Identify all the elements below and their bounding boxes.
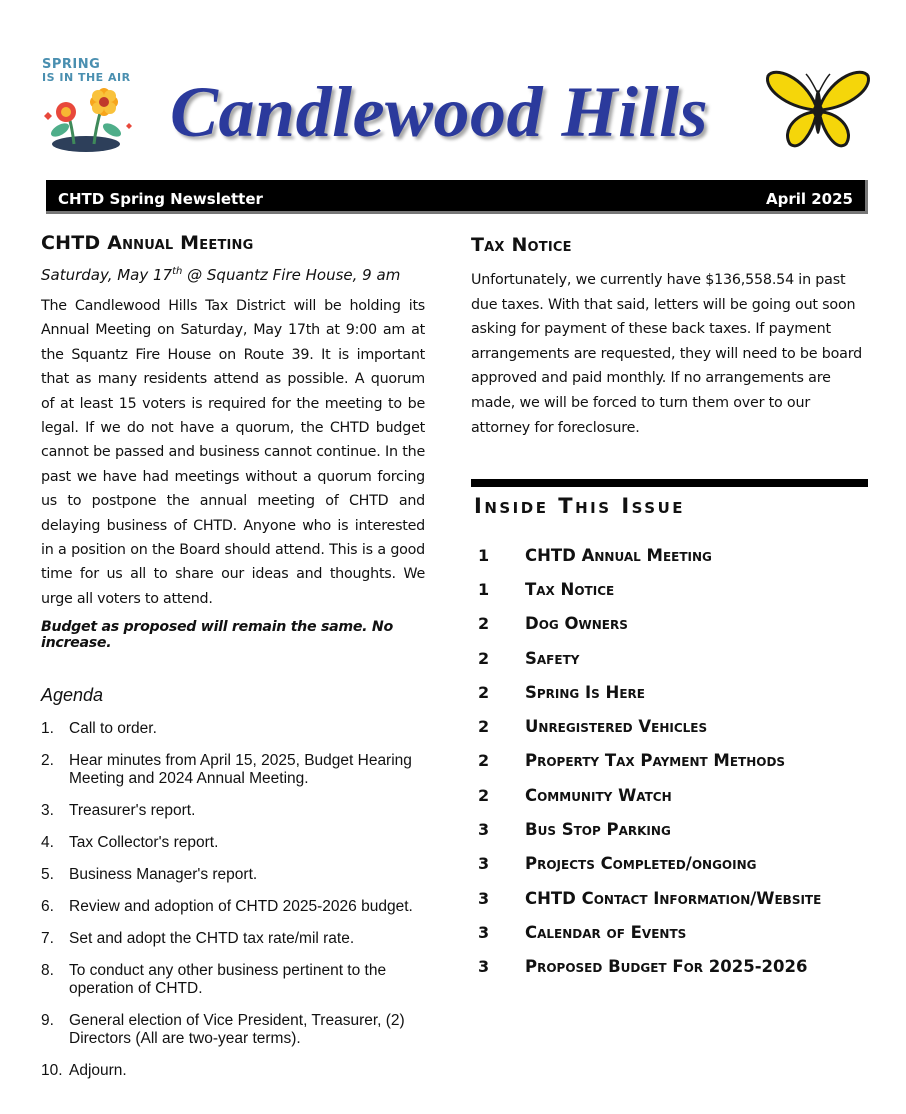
agenda-item bbox=[41, 866, 425, 884]
agenda-item-text: General election of Vice President, Treasurer, (2) Directors (All are two-year terms). bbox=[69, 1012, 405, 1048]
tax-notice-title: Tax Notice bbox=[471, 234, 572, 256]
agenda-item bbox=[41, 752, 425, 788]
agenda-list bbox=[41, 720, 425, 1080]
agenda-item-text: Tax Collector's report. bbox=[69, 834, 219, 852]
toc-item bbox=[478, 881, 868, 915]
agenda-item bbox=[41, 720, 425, 738]
table-of-contents bbox=[478, 538, 868, 984]
budget-note: Budget as proposed will remain the same. No increase. bbox=[41, 619, 393, 652]
right-column bbox=[471, 234, 868, 440]
agenda-item bbox=[41, 834, 425, 852]
toc-page-number: 3 bbox=[478, 957, 490, 977]
toc-page-number: 1 bbox=[478, 545, 490, 565]
toc-title: Projects Completed/ongoing bbox=[525, 854, 757, 874]
agenda-item-text: Set and adopt the CHTD tax rate/mil rate. bbox=[69, 930, 355, 948]
toc-item bbox=[478, 812, 868, 846]
agenda-item-text: Hear minutes from April 15, 2025, Budget Hearing Meeting and 2024 Annual Meeting. bbox=[69, 752, 412, 788]
toc-title: CHTD Contact Information/Website bbox=[525, 888, 822, 908]
toc-title: Unregistered Vehicles bbox=[525, 717, 708, 737]
annual-meeting-subhead bbox=[41, 266, 425, 284]
agenda-item-number: 4. bbox=[41, 834, 54, 852]
annual-meeting-title: CHTD Annual Meeting bbox=[41, 232, 254, 254]
toc-item bbox=[478, 572, 868, 606]
agenda-item bbox=[41, 802, 425, 820]
toc-page-number: 2 bbox=[478, 717, 490, 737]
agenda-item bbox=[41, 1062, 425, 1080]
agenda-item bbox=[41, 930, 425, 948]
toc-page-number: 3 bbox=[478, 888, 490, 908]
annual-meeting-body: The Candlewood Hills Tax District will be holding its Annual Meeting on Saturday, May 17th at 9:00 am at the Squantz Fire House on Route 39. It is important that as many residents attend as possible. A quorum of at least 15 voters is required for the meeting to be legal. If we do not have a quorum, the CHTD budget cannot be passed and business cannot continue. In the past we have had meetings without a quorum forcing us to postpone the annual meeting of CHTD and delaying business of CHTD. Anyone who is interested in a position on the Board should attend. This is a good time for us all to share our ideas and thoughts. We urge all voters to attend. bbox=[41, 298, 425, 607]
butterfly-icon bbox=[764, 66, 872, 152]
agenda-item-number: 2. bbox=[41, 752, 54, 770]
toc-page-number: 2 bbox=[478, 785, 490, 805]
agenda-item-number: 1. bbox=[41, 720, 54, 738]
agenda-item bbox=[41, 1012, 425, 1048]
agenda-item-text: Call to order. bbox=[69, 720, 157, 738]
left-column bbox=[41, 232, 425, 1094]
subhead-ordinal: th bbox=[172, 266, 183, 277]
toc-page-number: 2 bbox=[478, 648, 490, 668]
toc-title: Bus Stop Parking bbox=[525, 820, 671, 840]
agenda-item-number: 9. bbox=[41, 1012, 54, 1030]
agenda-item-text: Treasurer's report. bbox=[69, 802, 196, 820]
banner-date: April 2025 bbox=[766, 190, 853, 208]
agenda-item-number: 3. bbox=[41, 802, 54, 820]
toc-item bbox=[478, 778, 868, 812]
agenda-item-text: Review and adoption of CHTD 2025-2026 budget. bbox=[69, 898, 413, 916]
flower-icon bbox=[34, 56, 138, 156]
toc-page-number: 3 bbox=[478, 820, 490, 840]
agenda-item-number: 5. bbox=[41, 866, 54, 884]
toc-item bbox=[478, 538, 868, 572]
agenda-item-text: To conduct any other business pertinent to the operation of CHTD. bbox=[69, 962, 387, 998]
toc-title: Calendar of Events bbox=[525, 922, 687, 942]
section-divider bbox=[471, 479, 868, 487]
toc-item bbox=[478, 641, 868, 675]
toc-page-number: 2 bbox=[478, 682, 490, 702]
masthead bbox=[0, 0, 906, 178]
toc-title: CHTD Annual Meeting bbox=[525, 545, 712, 565]
toc-item bbox=[478, 607, 868, 641]
toc-page-number: 3 bbox=[478, 922, 490, 942]
agenda-item-number: 8. bbox=[41, 962, 54, 980]
toc-title: Community Watch bbox=[525, 785, 672, 805]
agenda-item bbox=[41, 898, 425, 916]
agenda-item bbox=[41, 962, 425, 998]
tax-notice-body: Unfortunately, we currently have $136,558.54 in past due taxes. With that said, letters will be going out soon asking for payment of these back taxes. If payment arrangements are requested, they will need to be board approved and paid monthly. If no arrangements are made, we will be forced to turn them over to our attorney for foreclosure. bbox=[471, 272, 863, 436]
toc-item bbox=[478, 709, 868, 743]
agenda-item-text: Adjourn. bbox=[69, 1062, 127, 1080]
toc-title: Spring Is Here bbox=[525, 682, 645, 702]
newsletter-title: Candlewood Hills bbox=[170, 72, 709, 152]
toc-page-number: 1 bbox=[478, 579, 490, 599]
agenda-item-number: 10. bbox=[41, 1062, 63, 1080]
subhead-date: Saturday, May 17 bbox=[41, 266, 173, 284]
toc-title: Property Tax Payment Methods bbox=[525, 751, 786, 771]
toc-title: Proposed Budget For 2025-2026 bbox=[525, 957, 808, 977]
agenda-item-text: Business Manager's report. bbox=[69, 866, 258, 884]
newsletter-banner bbox=[46, 180, 868, 214]
agenda-title: Agenda bbox=[41, 685, 104, 706]
toc-item bbox=[478, 744, 868, 778]
toc-page-number: 2 bbox=[478, 614, 490, 634]
toc-item bbox=[478, 950, 868, 984]
spring-logo bbox=[34, 56, 138, 156]
agenda-item-number: 6. bbox=[41, 898, 54, 916]
toc-item bbox=[478, 847, 868, 881]
banner-newsletter-name: CHTD Spring Newsletter bbox=[58, 190, 263, 208]
agenda-item-number: 7. bbox=[41, 930, 54, 948]
logo-line-1: SPRING bbox=[42, 57, 101, 72]
logo-line-2: IS IN THE AIR bbox=[42, 71, 131, 84]
toc-title: Dog Owners bbox=[525, 614, 628, 634]
inside-this-issue-title: Inside This Issue bbox=[474, 494, 686, 518]
subhead-location: @ Squantz Fire House, 9 am bbox=[182, 266, 401, 284]
toc-page-number: 3 bbox=[478, 854, 490, 874]
toc-item bbox=[478, 915, 868, 949]
toc-page-number: 2 bbox=[478, 751, 490, 771]
toc-title: Tax Notice bbox=[525, 579, 615, 599]
toc-item bbox=[478, 675, 868, 709]
toc-title: Safety bbox=[525, 648, 580, 668]
